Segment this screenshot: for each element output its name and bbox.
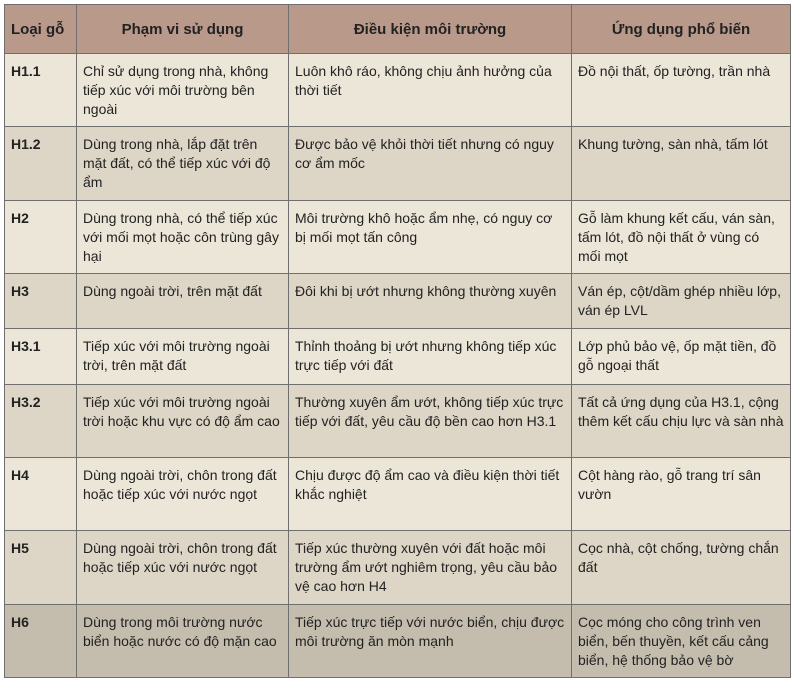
environment-cell: Thỉnh thoảng bị ướt nhưng không tiếp xúc trực tiếp với đất xyxy=(289,329,572,384)
environment-cell: Chịu được độ ẩm cao và điều kiện thời tiết khắc nghiệt xyxy=(289,457,572,530)
application-cell: Cọc móng cho công trình ven biển, bến thuyền, kết cấu cảng biển, hệ thống bảo vệ bờ xyxy=(572,604,791,677)
table-body xyxy=(5,54,791,678)
table-row xyxy=(5,200,791,273)
application-cell: Tất cả ứng dụng của H3.1, cộng thêm kết cấu chịu lực và sàn nhà xyxy=(572,384,791,457)
application-cell: Cọc nhà, cột chống, tường chắn đất xyxy=(572,531,791,604)
usage-scope-cell: Dùng ngoài trời, trên mặt đất xyxy=(77,274,289,329)
table-row xyxy=(5,384,791,457)
table-row xyxy=(5,127,791,200)
usage-scope-cell: Dùng ngoài trời, chôn trong đất hoặc tiếp xúc với nước ngọt xyxy=(77,457,289,530)
usage-scope-cell: Tiếp xúc với môi trường ngoài trời, trên mặt đất xyxy=(77,329,289,384)
wood-type-cell: H6 xyxy=(5,604,77,677)
wood-type-cell: H1.2 xyxy=(5,127,77,200)
application-cell: Gỗ làm khung kết cấu, ván sàn, tấm lót, đồ nội thất ở vùng có mối mọt xyxy=(572,200,791,273)
usage-scope-cell: Chỉ sử dụng trong nhà, không tiếp xúc với môi trường bên ngoài xyxy=(77,54,289,127)
table-row xyxy=(5,54,791,127)
wood-type-cell: H3 xyxy=(5,274,77,329)
application-cell: Ván ép, cột/dầm ghép nhiều lớp, ván ép LVL xyxy=(572,274,791,329)
usage-scope-cell: Dùng trong môi trường nước biển hoặc nước có độ mặn cao xyxy=(77,604,289,677)
application-cell: Lớp phủ bảo vệ, ốp mặt tiền, đồ gỗ ngoại thất xyxy=(572,329,791,384)
environment-cell: Được bảo vệ khỏi thời tiết nhưng có nguy cơ ẩm mốc xyxy=(289,127,572,200)
table-row xyxy=(5,604,791,677)
wood-type-cell: H3.1 xyxy=(5,329,77,384)
table-row xyxy=(5,457,791,530)
environment-cell: Tiếp xúc trực tiếp với nước biển, chịu được môi trường ăn mòn mạnh xyxy=(289,604,572,677)
header-usage-scope: Phạm vi sử dụng xyxy=(77,5,289,54)
wood-type-cell: H5 xyxy=(5,531,77,604)
environment-cell: Thường xuyên ẩm ướt, không tiếp xúc trực tiếp với đất, yêu cầu độ bền cao hơn H3.1 xyxy=(289,384,572,457)
wood-type-cell: H2 xyxy=(5,200,77,273)
usage-scope-cell: Dùng trong nhà, có thể tiếp xúc với mối mọt hoặc côn trùng gây hại xyxy=(77,200,289,273)
application-cell: Đồ nội thất, ốp tường, trần nhà xyxy=(572,54,791,127)
environment-cell: Luôn khô ráo, không chịu ảnh hưởng của thời tiết xyxy=(289,54,572,127)
application-cell: Cột hàng rào, gỗ trang trí sân vườn xyxy=(572,457,791,530)
table-row xyxy=(5,531,791,604)
table-row xyxy=(5,274,791,329)
wood-classification-table xyxy=(4,4,791,678)
usage-scope-cell: Tiếp xúc với môi trường ngoài trời hoặc khu vực có độ ẩm cao xyxy=(77,384,289,457)
table-header xyxy=(5,5,791,54)
usage-scope-cell: Dùng trong nhà, lắp đặt trên mặt đất, có thể tiếp xúc với độ ẩm xyxy=(77,127,289,200)
table-row xyxy=(5,329,791,384)
wood-type-cell: H4 xyxy=(5,457,77,530)
wood-type-cell: H3.2 xyxy=(5,384,77,457)
wood-type-cell: H1.1 xyxy=(5,54,77,127)
header-wood-type: Loại gỗ xyxy=(5,5,77,54)
usage-scope-cell: Dùng ngoài trời, chôn trong đất hoặc tiếp xúc với nước ngọt xyxy=(77,531,289,604)
environment-cell: Môi trường khô hoặc ẩm nhẹ, có nguy cơ bị mối mọt tấn công xyxy=(289,200,572,273)
application-cell: Khung tường, sàn nhà, tấm lót xyxy=(572,127,791,200)
environment-cell: Tiếp xúc thường xuyên với đất hoặc môi trường ẩm ướt nghiêm trọng, yêu cầu bảo vệ cao hơn H4 xyxy=(289,531,572,604)
header-row xyxy=(5,5,791,54)
header-common-applications: Ứng dụng phổ biến xyxy=(572,5,791,54)
header-environment-conditions: Điều kiện môi trường xyxy=(289,5,572,54)
environment-cell: Đôi khi bị ướt nhưng không thường xuyên xyxy=(289,274,572,329)
